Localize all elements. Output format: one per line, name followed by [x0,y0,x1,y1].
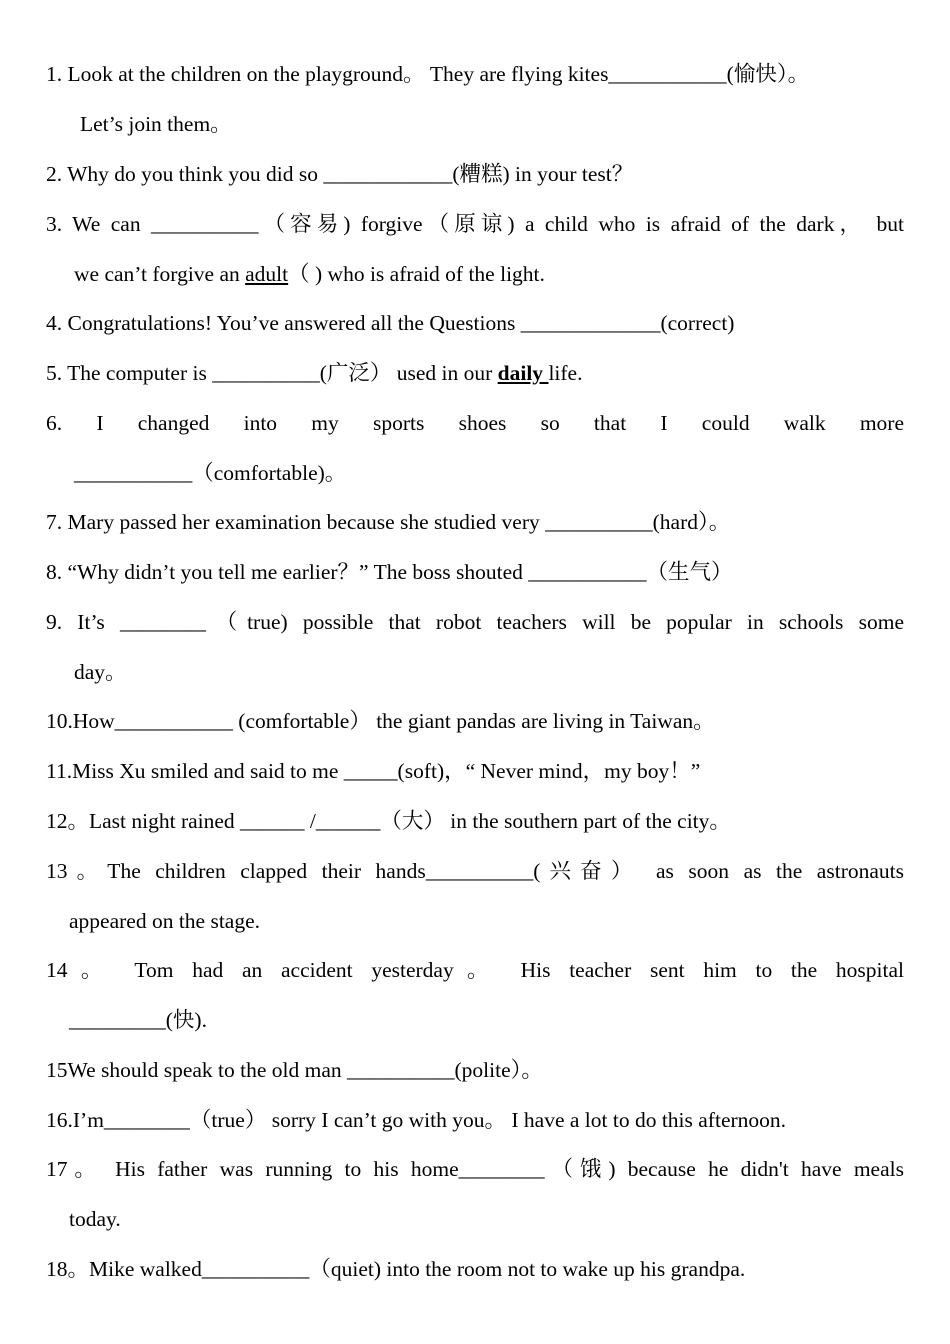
question-text: 12。Last night rained ______ /______（大） in the southern part of the city。 [46,809,731,833]
question-text-cont: appeared on the stage. [69,908,261,933]
question-text-cont [46,250,904,300]
question-8 [46,548,904,598]
question-6 [46,399,904,499]
question-3 [46,200,904,300]
question-12 [46,797,904,847]
question-text: 17。 His father was running to his home________（饿) because he didn't have meals [46,1157,904,1181]
question-7 [46,498,904,548]
question-text: 3. We can __________（容易) forgive（原谅) a child who is afraid of the dark， but [46,212,904,236]
question-text: 9. It’s ________（true) possible that robot teachers will be popular in schools some [46,610,904,634]
question-text-cont: day。 [74,659,127,684]
question-16 [46,1096,904,1146]
question-1 [46,50,904,150]
text-segment: we can’t forgive an [74,261,246,286]
question-text: 10.How___________ (comfortable） the giant pandas are living in Taiwan。 [46,709,715,733]
question-text: 7. Mary passed her examination because she studied very __________(hard）。 [46,510,731,534]
question-text: 1. Look at the children on the playground。 They are flying kites___________(愉快）。 [46,62,810,86]
question-11 [46,747,904,797]
bold-underlined-word: daily [497,361,549,385]
question-text: 8. “Why didn’t you tell me earlier？” The boss shouted ___________（生气） [46,560,733,584]
question-text: 18。Mike walked__________（quiet) into the room not to wake up his grandpa. [46,1257,746,1281]
question-text: 4. Congratulations! You’ve answered all the Questions _____________(correct) [46,311,735,335]
question-text-cont: Let’s join them。 [80,111,232,136]
question-text: 14。 Tom had an accident yesterday。 His teacher sent him to the hospital [46,958,904,982]
question-18 [46,1245,904,1295]
question-text: 15We should speak to the old man __________(polite）。 [46,1058,543,1082]
text-segment: life. [548,361,583,385]
question-17 [46,1145,904,1245]
question-text: 11.Miss Xu smiled and said to me _____(soft)，“ Never mind，my boy！” [46,759,701,783]
text-segment: 5. The computer is __________(广泛） used in our [46,361,498,385]
text-segment: （ ) who is afraid of the light. [288,261,545,286]
question-text [46,349,904,399]
question-text-cont: today. [69,1206,121,1231]
question-14 [46,946,904,1046]
question-text: 13。The children clapped their hands__________(兴奋） as soon as the astronauts [46,859,904,883]
question-text: 16.I’m________（true） sorry I can’t go with you。 I have a lot to do this afternoon. [46,1108,787,1132]
question-5 [46,349,904,399]
question-text: 6. I changed into my sports shoes so that I could walk more [46,411,904,435]
underlined-word: adult [245,261,289,286]
question-10 [46,697,904,747]
question-text: 2. Why do you think you did so ____________(糟糕) in your test？ [46,162,634,186]
question-text-cont: ___________（comfortable)。 [74,460,347,485]
question-13 [46,847,904,947]
question-4 [46,299,904,349]
question-2 [46,150,904,200]
question-15 [46,1046,904,1096]
question-9 [46,598,904,698]
question-text-cont: _________(快). [69,1007,207,1032]
